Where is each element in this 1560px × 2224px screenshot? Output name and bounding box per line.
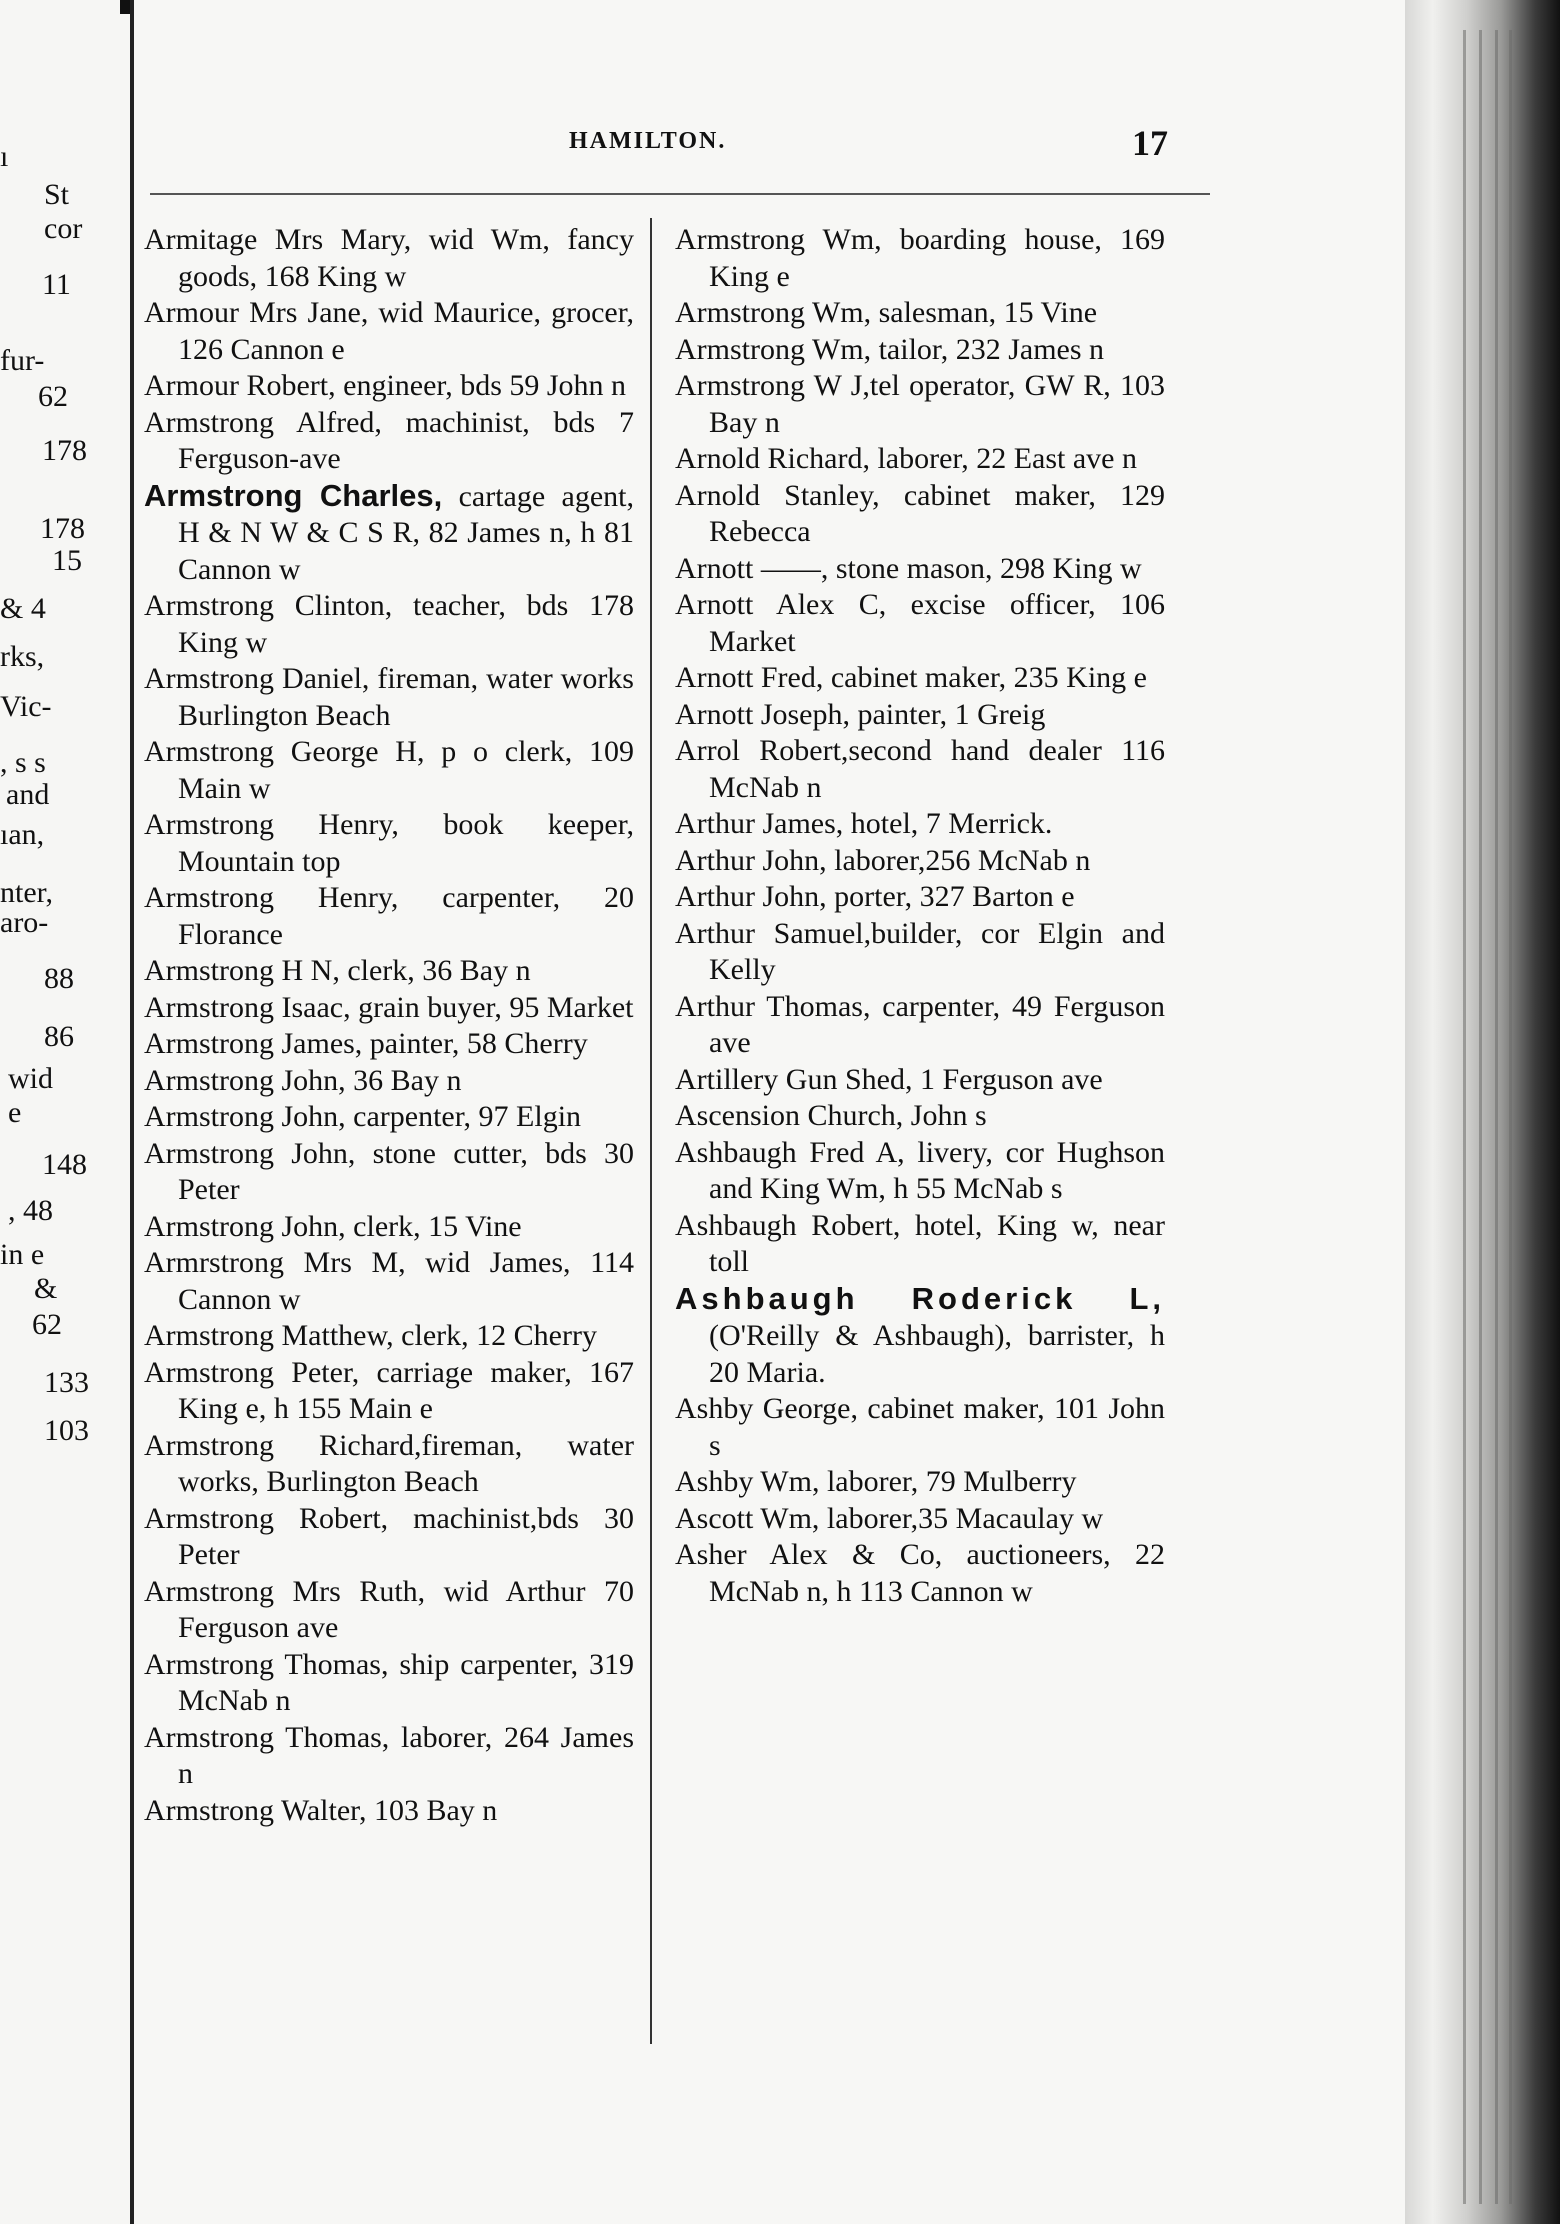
directory-entry [144,1026,634,1063]
page-number: 17 [1132,123,1168,163]
entry-text: Arthur John, porter, 327 Barton e [675,880,1075,913]
margin-fragment: 11 [42,268,71,301]
margin-fragment: 103 [44,1414,89,1447]
directory-entry [144,1209,634,1246]
directory-entry [675,478,1165,551]
entry-text: Arthur Samuel,builder, cor Elgin and Kelly [675,916,1165,986]
entry-text: Armstrong Thomas, ship carpenter, 319 McNab n [144,1647,634,1717]
directory-entry [675,697,1165,734]
margin-fragment: 178 [42,434,87,467]
entry-text: Arrol Robert,second hand dealer 116 McNab n [675,734,1165,804]
entry-text: Ascension Church, John s [675,1099,987,1132]
directory-entry [144,222,634,295]
directory-entry [144,1355,634,1428]
margin-fragment: & [34,1272,58,1305]
margin-fragment: ıan, [0,818,45,851]
margin-fragment: 178 [40,512,85,545]
entry-text: Armstrong Robert, machinist,bds 30 Peter [144,1501,634,1571]
margin-fragment: 62 [38,380,68,413]
directory-entry [144,588,634,661]
directory-entry [144,478,634,589]
directory-entry [144,1793,634,1830]
directory-entry [144,1136,634,1209]
entry-text: Armstrong Wm, tailor, 232 James n [675,332,1105,366]
entry-text: Arthur James, hotel, 7 Merrick. [675,807,1053,840]
directory-entry [675,1391,1165,1464]
entry-text: Armstrong W J,tel operator, GW R, 103 Bay n [675,369,1165,439]
running-head: HAMILTON. [569,128,727,154]
entry-text: Armstrong John, carpenter, 97 Elgin [144,1100,582,1133]
directory-entry [675,1281,1165,1392]
entry-text: Arthur John, laborer,256 McNab n [675,843,1091,877]
entry-bold-name: Ashbaugh Roderick L, [675,1280,1165,1316]
entry-text: Armstrong George H, p o clerk, 109 Main w [144,735,634,805]
margin-fragment: nter, [0,876,53,909]
directory-entry [144,1574,634,1647]
directory-entry [675,806,1165,843]
directory-entry [144,1720,634,1793]
directory-entry [675,1135,1165,1208]
entry-text: Armstrong Henry, book keeper, Mountain top [144,808,634,878]
directory-entry [144,1245,634,1318]
directory-entry [675,1098,1165,1135]
entry-text: Asher Alex & Co, auctioneers, 22 McNab n, h 113 Cannon w [675,1538,1165,1608]
directory-entry [675,551,1165,588]
margin-fragment: e [8,1096,22,1129]
margin-fragment: , s s [0,746,46,779]
entry-text: Armstrong Alfred, machinist, bds 7 Ferguson-ave [144,405,634,475]
entry-text: Armstrong James, painter, 58 Cherry [144,1027,588,1060]
directory-entry [675,660,1165,697]
right-column [675,222,1165,1610]
directory-entry [675,1208,1165,1281]
directory-entry [675,989,1165,1062]
entry-text: Armstrong Henry, carpenter, 20 Florance [144,881,634,951]
directory-entry [675,332,1165,369]
entry-text: Armour Mrs Jane, wid Maurice, grocer, 126 Cannon e [144,296,634,366]
page-stack-edge [1405,0,1560,2224]
directory-entry [144,1063,634,1100]
entry-text: Armstrong John, 36 Bay n [144,1063,462,1097]
directory-entry [675,733,1165,806]
entry-text: Ashby Wm, laborer, 79 Mulberry [675,1465,1077,1498]
entry-text: cartage agent, H & N W & C S R, 82 James n, h 81 Cannon w [178,479,634,586]
margin-fragment: and [6,778,50,811]
margin-fragment: 86 [44,1020,74,1053]
directory-entry [144,734,634,807]
directory-entry [144,295,634,368]
entry-text: Armstrong Isaac, grain buyer, 95 Market [144,990,634,1024]
margin-fragment: 15 [52,544,82,577]
entry-text: Armstrong H N, clerk, 36 Bay n [144,954,531,987]
margin-fragment: in e [0,1238,45,1271]
directory-entry [144,807,634,880]
directory-entry [675,587,1165,660]
entry-text: Armstrong Daniel, fireman, water works Burlington Beach [144,662,634,732]
directory-entry [144,1318,634,1355]
directory-entry [144,953,634,990]
entry-text: Arnott Fred, cabinet maker, 235 King e [675,661,1148,694]
directory-entry [675,1464,1165,1501]
margin-fragment: ı [0,140,9,173]
directory-entry [675,1537,1165,1610]
entry-text: Ascott Wm, laborer,35 Macaulay w [675,1501,1104,1535]
entry-text: Armstrong Mrs Ruth, wid Arthur 70 Ferguson ave [144,1574,634,1644]
directory-entry [144,405,634,478]
margin-fragment: aro- [0,906,49,939]
directory-entry [144,661,634,734]
entry-text: Armstrong Wm, boarding house, 169 King e [675,223,1165,293]
entry-text: Artillery Gun Shed, 1 Ferguson ave [675,1062,1103,1096]
header-rule [150,193,1210,195]
directory-entry [675,441,1165,478]
margin-fragment: 148 [42,1148,87,1181]
directory-entry [675,222,1165,295]
margin-fragment: Vic- [0,690,52,723]
column-divider [650,218,652,2044]
entry-text: Ashbaugh Fred A, livery, cor Hughson and King Wm, h 55 McNab s [675,1135,1165,1205]
entry-text: Armitage Mrs Mary, wid Wm, fancy goods, 168 King w [144,223,634,293]
entry-text: Armstrong John, clerk, 15 Vine [144,1209,522,1243]
entry-text: Armstrong Clinton, teacher, bds 178 King w [144,589,634,659]
margin-fragment: St [44,178,70,211]
entry-text: Arthur Thomas, carpenter, 49 Ferguson ave [675,989,1165,1059]
entry-text: Armstrong Thomas, laborer, 264 James n [144,1720,634,1790]
margin-fragment: cor [44,212,83,245]
entry-text: Arnott Alex C, excise officer, 106 Market [675,588,1165,658]
margin-fragment: 133 [44,1366,89,1399]
entry-text: Armstrong Walter, 103 Bay n [144,1793,498,1827]
left-column [144,222,634,1829]
directory-entry [144,990,634,1027]
directory-entry [675,879,1165,916]
entry-text: Arnold Richard, laborer, 22 East ave n [675,442,1137,475]
entry-text: Ashbaugh Robert, hotel, King w, near toll [675,1208,1165,1278]
margin-fragment: , 48 [8,1194,53,1227]
directory-entry [144,1501,634,1574]
entry-text: Ashby George, cabinet maker, 101 John s [675,1392,1165,1462]
directory-entry [144,1647,634,1720]
directory-entry [144,368,634,405]
entry-text: Armstrong Richard,fireman, water works, Burlington Beach [144,1428,634,1498]
directory-entry [675,1062,1165,1099]
margin-fragment: 88 [44,962,74,995]
entry-text: Arnott Joseph, painter, 1 Greig [675,697,1046,731]
margin-fragment: wid [8,1062,53,1095]
directory-entry [144,1428,634,1501]
margin-fragment: 62 [32,1308,62,1341]
directory-entry [675,1501,1165,1538]
entry-text: Armour Robert, engineer, bds 59 John n [144,369,627,402]
entry-text: Arnott ——, stone mason, 298 King w [675,551,1142,585]
directory-entry [675,295,1165,332]
entry-text: Arnold Stanley, cabinet maker, 129 Rebecca [675,478,1165,548]
margin-fragment: rks, [0,640,45,673]
directory-entry [675,843,1165,880]
directory-entry [144,1099,634,1136]
entry-text: Armstrong John, stone cutter, bds 30 Peter [144,1136,634,1206]
directory-entry [675,916,1165,989]
directory-entry [675,368,1165,441]
directory-entry [144,880,634,953]
margin-fragment: & 4 [0,592,46,625]
entry-text: Armstrong Peter, carriage maker, 167 King e, h 155 Main e [144,1355,634,1425]
entry-bold-name: Armstrong Charles, [144,477,443,513]
entry-text: Armrstrong Mrs M, wid James, 114 Cannon w [144,1246,634,1316]
entry-text: Armstrong Wm, salesman, 15 Vine [675,296,1098,329]
margin-fragment: fur- [0,344,45,377]
entry-text: Armstrong Matthew, clerk, 12 Cherry [144,1319,597,1352]
entry-text: (O'Reilly & Ashbaugh), barrister, h 20 Maria. [709,1319,1165,1389]
